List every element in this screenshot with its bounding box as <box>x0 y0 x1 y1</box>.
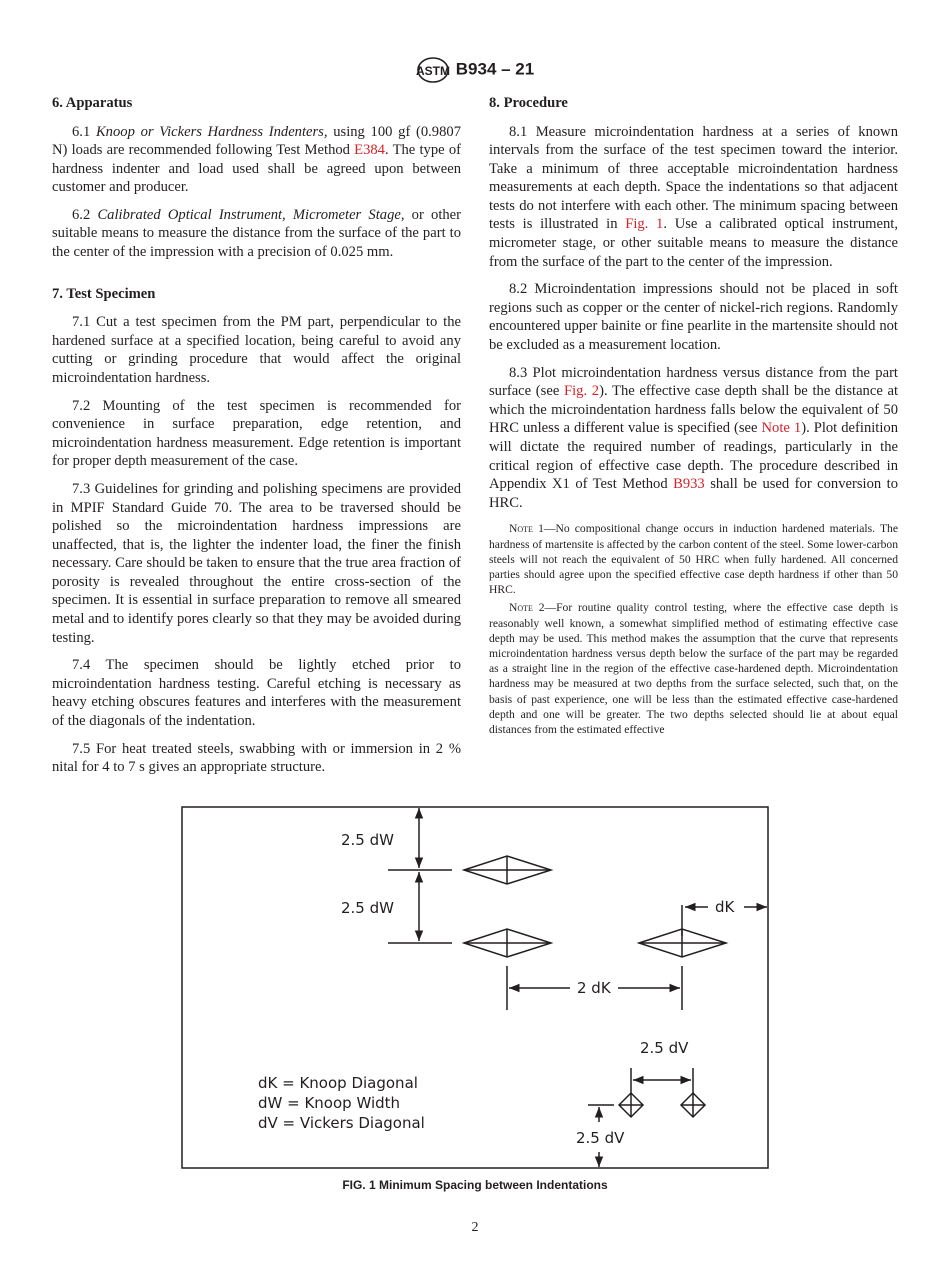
label-2dk: 2 dK <box>577 979 611 997</box>
section-heading: 7. Test Specimen <box>52 285 156 302</box>
label-dv-horizontal: 2.5 dV <box>640 1039 689 1057</box>
vickers-indent-icon <box>619 1093 643 1117</box>
section-heading: 8. Procedure <box>489 95 568 111</box>
label-dk: dK <box>715 898 735 916</box>
paragraph-6-2: 6.2 Calibrated Optical Instrument, Micrometer Stage, or other suitable means to measure the distance from the surface of the part to the center of the impression with a precision of 0.025 mm. <box>52 206 462 261</box>
paragraph-7-2: 7.2 Mounting of the test specimen is recommended for convenience in surface preparation, edge retention, and microindentation hardness measurement. Edge retention is important for proper depth measurement of the case. <box>52 397 461 470</box>
paragraph-7-5: 7.5 For heat treated steels, swabbing with or immersion in 2 % nital for 4 to 7 s gives an appropriate structure. <box>52 740 461 776</box>
section-heading: 6. Apparatus <box>52 95 133 111</box>
figure-caption: FIG. 1 Minimum Spacing between Indentations <box>342 1178 608 1192</box>
legend-item: dW = Knoop Width <box>258 1094 401 1112</box>
link-fig1[interactable]: Fig. 1 <box>625 216 664 233</box>
paragraph-7-4: 7.4 The specimen should be lightly etched prior to microindentation hardness testing. Careful etching is necessary as heavy etching obscures features and interferes with the measurement of the diagonals of the indentation. <box>52 657 461 730</box>
knoop-indent-icon <box>464 929 551 957</box>
note-1: Note 1—No compositional change occurs in induction hardened materials. The hardness of martensite is affected by the carbon content of the steel. Some lower-carbon steels will not reach the equivalent of 50 HRC when fully hardened. All concerned parties should agree upon the specified effective case depth hardness if other than 50 HRC. <box>489 522 898 597</box>
note-2: Note 2—For routine quality control testing, where the effective case depth is reasonably well known, a somewhat simplified method of estimating effective case depth may be used. This method makes the assumption that the curve that represents microindentation hardness versus depth below the surface of the part may be regarded as a straight line in the region of the effective case-hardened depth. Microindentation hardness may be measured at two depths from the surface selected, such that, on the basis of past experience, one will be less than the estimated effective case-hardened depth and one will be greater. The two depths selected should lie at about equal distances from the estimated effective <box>489 601 898 737</box>
paragraph-8-2: 8.2 Microindentation impressions should not be placed in soft regions such as copper or the center of nickel-rich regions. Randomly encountered upper bainite or fine pearlite in the martensite should not be excluded as a measurement location. <box>489 281 898 354</box>
link-b933[interactable]: B933 <box>673 476 705 493</box>
knoop-indent-icon <box>464 856 551 884</box>
paragraph-7-1: 7.1 Cut a test specimen from the PM part, perpendicular to the hardened surface at a specified location, being careful to avoid any cutting or grinding procedure that would affect the original microindentation hardness. <box>52 314 461 386</box>
vickers-indent-icon <box>681 1093 705 1117</box>
link-fig2[interactable]: Fig. 2 <box>564 383 600 400</box>
link-e384[interactable]: E384 <box>354 142 385 159</box>
label-dw-bottom: 2.5 dW <box>341 899 394 917</box>
paragraph-8-3: 8.3 Plot microindentation hardness versus distance from the part surface (see Fig. 2). The effective case depth shall be the distance at which the microindentation hardness falls below the equivalent of 50 HRC unless a different value is specified (see Note 1). Plot definition will dictate the required number of readings, particularly in the critical region of effective case depth. The procedure described in Appendix X1 of Test Method B933 shall be used for conversion to HRC. <box>489 364 899 511</box>
paragraph-6-1: 6.1 Knoop or Vickers Hardness Indenters, using 100 gf (0.9807 N) loads are recommended following Test Method E384. The type of hardness indenter and load used shall be agreed upon between customer and producer. <box>52 123 461 196</box>
page-number: 2 <box>471 1220 479 1235</box>
paragraph-7-3: 7.3 Guidelines for grinding and polishing specimens are provided in MPIF Standard Guide 70. The area to be traversed should be polished so the microindentation hardness impressions are unaffected, that is, the lighter the indenter load, the finer the finish necessary. Care should be taken to ensure that the true area fraction of porosity is revealed throughout the entire cross-section of the specimen. It is essential in surface preparation to remove all smeared metal and to identify pores clearly so that they may be avoided during testing. <box>52 480 461 646</box>
label-dw-top: 2.5 dW <box>341 831 394 849</box>
designation: B934 – 21 <box>455 59 535 79</box>
legend-item: dV = Vickers Diagonal <box>258 1114 425 1132</box>
svg-text:ASTM: ASTM <box>415 64 450 78</box>
link-note1[interactable]: Note 1 <box>761 420 802 437</box>
legend-item: dK = Knoop Diagonal <box>258 1074 418 1092</box>
paragraph-8-1: 8.1 Measure microindentation hardness at a series of known intervals from the surface of the test specimen toward the interior. Take a minimum of three acceptable microindentation hardness measurements at each depth. Space the indentations so that adjacent tests do not interfere with each other. The minimum spacing between tests is illustrated in Fig. 1. Use a calibrated optical instrument, micrometer stage, or other suitable means to measure the distance from the surface of the part to the center of the impression. <box>489 123 898 270</box>
label-dv-vertical: 2.5 dV <box>576 1129 625 1147</box>
